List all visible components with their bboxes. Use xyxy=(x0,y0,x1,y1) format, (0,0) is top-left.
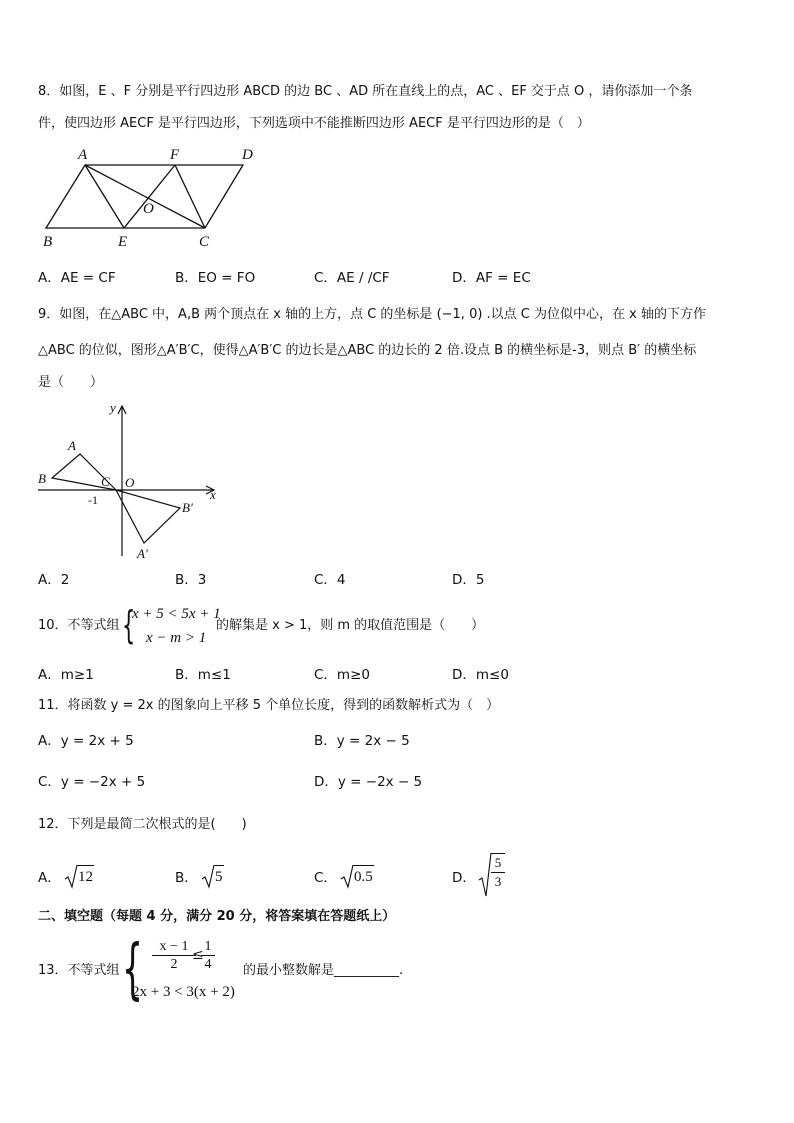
q13-frac1-den: 2 xyxy=(170,957,178,972)
q9-label-x: x xyxy=(210,487,216,502)
q10-option-b[interactable]: B．m≤1 xyxy=(175,667,231,683)
q11-stem: 11．将函数 y = 2x 的图象向上平移 5 个单位长度，得到的函数解析式为（ ） xyxy=(38,698,500,713)
q9-label-Bp: B′ xyxy=(182,500,193,515)
q9-stem-line2: △ABC 的位似，图形△A′B′C，使得△A′B′C 的边长是△ABC 的边长的 2 倍.设点 B 的横坐标是-3，则点 B′ 的横坐标 xyxy=(38,343,697,358)
q9-stem-line1: 9．如图，在△ABC 中，A,B 两个顶点在 x 轴的上方，点 C 的坐标是 (−1, 0) .以点 C 为位似中心，在 x 轴的下方作 xyxy=(38,307,706,322)
q11-option-d[interactable]: D．y = −2x − 5 xyxy=(314,774,423,790)
q12-option-c-letter: C． xyxy=(314,870,337,886)
q9-label-C: C xyxy=(101,474,110,489)
q12-option-d-den: 3 xyxy=(494,874,502,889)
q13-frac2-num: 1 xyxy=(201,938,215,956)
q13-suffix: 的最小整数解是__________. xyxy=(243,963,404,978)
q12-option-a-letter: A． xyxy=(38,870,61,886)
q13-left-brace: { xyxy=(122,930,143,1007)
q8-label-C: C xyxy=(199,234,210,250)
q8-stem-line1: 8．如图，E 、F 分别是平行四边形 ABCD 的边 BC 、AD 所在直线上的点，AC 、EF 交于点 O ，请你添加一个条 xyxy=(38,84,693,99)
q9-option-c[interactable]: C．4 xyxy=(314,572,346,588)
q8-label-E: E xyxy=(118,234,128,250)
radical-icon xyxy=(478,852,492,898)
q13-prefix: 13．不等式组 xyxy=(38,963,120,978)
q9-label-O: O xyxy=(125,475,135,490)
q13-frac1-num: x − 1 xyxy=(152,938,196,956)
q12-option-b-radicand: 5 xyxy=(214,865,224,888)
q12-option-d-letter: D． xyxy=(452,870,476,886)
q9-label-neg1: -1 xyxy=(88,493,98,507)
q10-option-c[interactable]: C．m≥0 xyxy=(314,667,370,683)
q13-fraction-2 xyxy=(201,938,215,973)
q12-option-b-letter: B． xyxy=(175,870,198,886)
q8-label-B: B xyxy=(43,234,53,250)
q10-prefix: 10．不等式组 xyxy=(38,618,120,633)
q10-inequality-2: x − m > 1 xyxy=(146,630,207,646)
q8-stem-line2: 件，使四边形 AECF 是平行四边形，下列选项中不能推断四边形 AECF 是平行四边形的是（ ） xyxy=(38,116,590,131)
q12-option-c-radicand: 0.5 xyxy=(353,865,374,888)
q11-option-a[interactable]: A．y = 2x + 5 xyxy=(38,733,134,749)
q9-figure xyxy=(34,398,224,564)
q8-label-A: A xyxy=(78,147,88,163)
radical-icon xyxy=(340,864,354,890)
q10-suffix: 的解集是 x > 1，则 m 的取值范围是（ ） xyxy=(216,618,485,633)
radical-icon xyxy=(201,864,215,890)
q9-label-B: B xyxy=(38,471,46,486)
q10-inequality-1: x + 5 < 5x + 1 xyxy=(132,606,221,622)
q9-option-a[interactable]: A．2 xyxy=(38,572,70,588)
q10-option-a[interactable]: A．m≥1 xyxy=(38,667,94,683)
q9-label-y: y xyxy=(110,400,116,415)
q11-option-c[interactable]: C．y = −2x + 5 xyxy=(38,774,146,790)
q12-option-d-fraction xyxy=(491,853,505,891)
q9-label-A: A xyxy=(68,438,76,453)
q8-option-c[interactable]: C．AE / /CF xyxy=(314,270,390,286)
q8-label-F: F xyxy=(170,147,180,163)
q12-option-d-num: 5 xyxy=(491,854,505,873)
q8-option-b[interactable]: B．EO = FO xyxy=(175,270,256,286)
q13-le-sign: ≤ xyxy=(192,947,204,963)
q13-frac2-den: 4 xyxy=(204,957,212,972)
q8-option-d[interactable]: D．AF = EC xyxy=(452,270,531,286)
q8-figure xyxy=(38,142,268,254)
section-2-title: 二、填空题（每题 4 分，满分 20 分，将答案填在答题纸上） xyxy=(38,909,396,924)
radical-icon xyxy=(64,864,78,890)
q8-label-O: O xyxy=(143,201,154,217)
q9-option-b[interactable]: B．3 xyxy=(175,572,207,588)
q8-option-a[interactable]: A．AE = CF xyxy=(38,270,116,286)
q12-stem: 12．下列是最简二次根式的是( ) xyxy=(38,817,247,832)
q13-inequality-2: 2x + 3 < 3(x + 2) xyxy=(132,984,235,1000)
q13-fraction-1 xyxy=(152,938,196,973)
q12-option-a-radicand: 12 xyxy=(77,865,94,888)
q9-stem-line3: 是（ ） xyxy=(38,375,104,390)
q8-label-D: D xyxy=(242,147,253,163)
q9-label-Ap: A′ xyxy=(137,546,148,561)
q11-option-b[interactable]: B．y = 2x − 5 xyxy=(314,733,410,749)
q9-option-d[interactable]: D．5 xyxy=(452,572,485,588)
q10-option-d[interactable]: D．m≤0 xyxy=(452,667,509,683)
q10-left-brace: { xyxy=(122,603,136,647)
